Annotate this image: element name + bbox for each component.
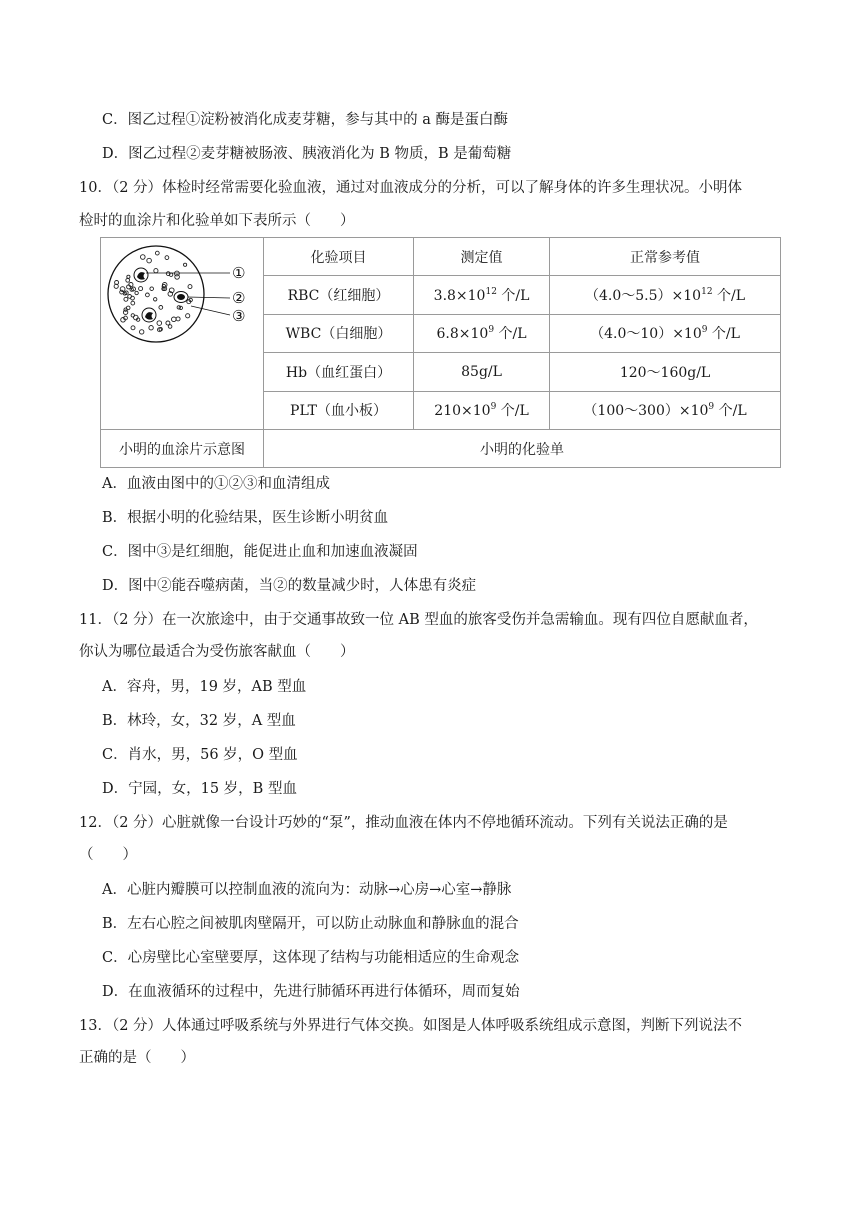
q12-option-a: A．心脏内瓣膜可以控制血液的流向为：动脉→心房→心室→静脉 bbox=[102, 882, 512, 898]
red-blood-cell bbox=[172, 317, 177, 322]
q11-option-c: C．肖水，男，56 岁，O 型血 bbox=[102, 747, 298, 763]
q12-number: 12． bbox=[79, 815, 112, 831]
red-blood-cell bbox=[157, 321, 162, 326]
row-value: $210\times 10^9$ 个/L bbox=[414, 391, 550, 429]
red-blood-cell bbox=[140, 330, 144, 334]
smear-label-2: ② bbox=[232, 289, 246, 307]
row-reference: $(4.0\sim 5.5)\times 10^{12}$ 个/L bbox=[550, 276, 781, 314]
q12-option-b: B．左右心腔之间被肌肉壁隔开，可以防止动脉血和静脉血的混合 bbox=[102, 916, 519, 932]
red-blood-cell bbox=[165, 256, 169, 260]
red-blood-cell bbox=[127, 275, 130, 278]
q12-stem-line2: （ ） bbox=[79, 847, 137, 863]
row-reference: 120～160g/L bbox=[550, 353, 781, 391]
q12-stem-line1: 12．（2 分）心脏就像一台设计巧妙的“泵”，推动血液在体内不停地循环流动。下列有关说法正确的是 bbox=[79, 815, 728, 831]
red-blood-cell bbox=[188, 285, 192, 289]
row-item: Hb（血红蛋白） bbox=[264, 353, 414, 391]
white-blood-cell-1 bbox=[134, 268, 148, 282]
q11-number: 11． bbox=[79, 612, 112, 628]
q10-option-c: C．图中③是红细胞，能促进止血和加速血液凝固 bbox=[102, 544, 418, 560]
red-blood-cell bbox=[176, 317, 180, 321]
red-blood-cell bbox=[131, 326, 135, 330]
red-blood-cell bbox=[150, 287, 154, 291]
red-blood-cell bbox=[146, 293, 150, 297]
red-blood-cell bbox=[120, 290, 124, 294]
row-item: PLT（血小板） bbox=[264, 391, 414, 429]
red-blood-cell bbox=[155, 251, 159, 255]
red-blood-cell bbox=[126, 278, 130, 282]
q13-stem-line2: 正确的是（ ） bbox=[79, 1050, 195, 1066]
red-blood-cell bbox=[141, 255, 146, 260]
footer-report-caption: 小明的化验单 bbox=[264, 430, 781, 468]
q10-option-a: A．血液由图中的①②③和血清组成 bbox=[102, 476, 330, 492]
q11-option-b: B．林玲，女，32 岁，A 型血 bbox=[102, 713, 296, 729]
smear-label-1: ① bbox=[232, 264, 246, 282]
q9-option-c: C．图乙过程①淀粉被消化成麦芽糖，参与其中的 a 酶是蛋白酶 bbox=[102, 112, 508, 128]
white-blood-cell-2 bbox=[174, 292, 188, 303]
row-reference: $(100\sim 300)\times 10^9$ 个/L bbox=[550, 391, 781, 429]
q10-option-b: B．根据小明的化验结果，医生诊断小明贫血 bbox=[102, 510, 389, 526]
red-blood-cell bbox=[186, 314, 190, 318]
row-value: $6.8\times 10^9$ 个/L bbox=[414, 314, 550, 352]
q10-stem-line2: 检时的血涂片和化验单如下表所示（ ） bbox=[79, 213, 355, 229]
white-blood-cell-3 bbox=[142, 308, 156, 322]
red-blood-cell bbox=[166, 321, 170, 325]
red-blood-cell bbox=[175, 275, 180, 280]
q11-option-d: D．宁园，女，15 岁，B 型血 bbox=[102, 781, 297, 797]
red-blood-cell bbox=[126, 306, 130, 310]
row-item: RBC（红细胞） bbox=[264, 276, 414, 314]
red-blood-cell bbox=[135, 291, 138, 294]
row-value: 85g/L bbox=[414, 353, 550, 391]
header-item: 化验项目 bbox=[264, 238, 414, 276]
q11-stem-line2: 你认为哪位最适合为受伤旅客献血（ ） bbox=[79, 644, 355, 660]
row-reference: $(4.0\sim 10)\times 10^9$ 个/L bbox=[550, 314, 781, 352]
red-blood-cell bbox=[131, 301, 135, 305]
red-blood-cell bbox=[154, 298, 157, 301]
red-blood-cell bbox=[124, 297, 128, 301]
footer-smear-caption: 小明的血涂片示意图 bbox=[101, 430, 264, 468]
q13-stem-line1: 13．（2 分）人体通过呼吸系统与外界进行气体交换。如图是人体呼吸系统组成示意图，判断下列说法不 bbox=[79, 1018, 743, 1034]
red-blood-cell bbox=[134, 315, 139, 320]
red-blood-cell bbox=[184, 263, 187, 266]
header-reference: 正常参考值 bbox=[550, 238, 781, 276]
red-blood-cell bbox=[149, 326, 153, 330]
q12-option-c: C．心房壁比心室壁要厚，这体现了结构与功能相适应的生命观念 bbox=[102, 950, 520, 966]
row-item: WBC（白细胞） bbox=[264, 314, 414, 352]
q10-stem-line1: 10．（2 分）体检时经常需要化验血液，通过对血液成分的分析，可以了解身体的许多生理状况。小明体 bbox=[79, 180, 743, 196]
q12-option-d: D．在血液循环的过程中，先进行肺循环再进行体循环，周而复始 bbox=[102, 984, 520, 1000]
row-value: $3.8\times 10^{12}$ 个/L bbox=[414, 276, 550, 314]
q10-option-d: D．图中②能吞噬病菌，当②的数量减少时，人体患有炎症 bbox=[102, 578, 477, 594]
blood-smear-figure bbox=[101, 238, 264, 430]
header-value: 测定值 bbox=[414, 238, 550, 276]
lab-report-table bbox=[100, 237, 781, 468]
q13-number: 13． bbox=[79, 1018, 112, 1034]
red-blood-cell bbox=[154, 269, 158, 273]
smear-label-3: ③ bbox=[232, 307, 246, 325]
q9-option-d: D．图乙过程②麦芽糖被肠液、胰液消化为 B 物质，B 是葡萄糖 bbox=[102, 146, 512, 162]
q11-stem-line1: 11．（2 分）在一次旅途中，由于交通事故致一位 AB 型血的旅客受伤并急需输血。现有四位自愿献血者， bbox=[79, 612, 758, 628]
q11-option-a: A．容舟，男，19 岁，AB 型血 bbox=[102, 679, 307, 695]
red-blood-cell bbox=[147, 258, 152, 263]
q10-number: 10． bbox=[79, 180, 112, 196]
red-blood-cell bbox=[159, 306, 163, 310]
blood-smear-diagram bbox=[101, 238, 263, 429]
red-blood-cell bbox=[139, 287, 143, 291]
